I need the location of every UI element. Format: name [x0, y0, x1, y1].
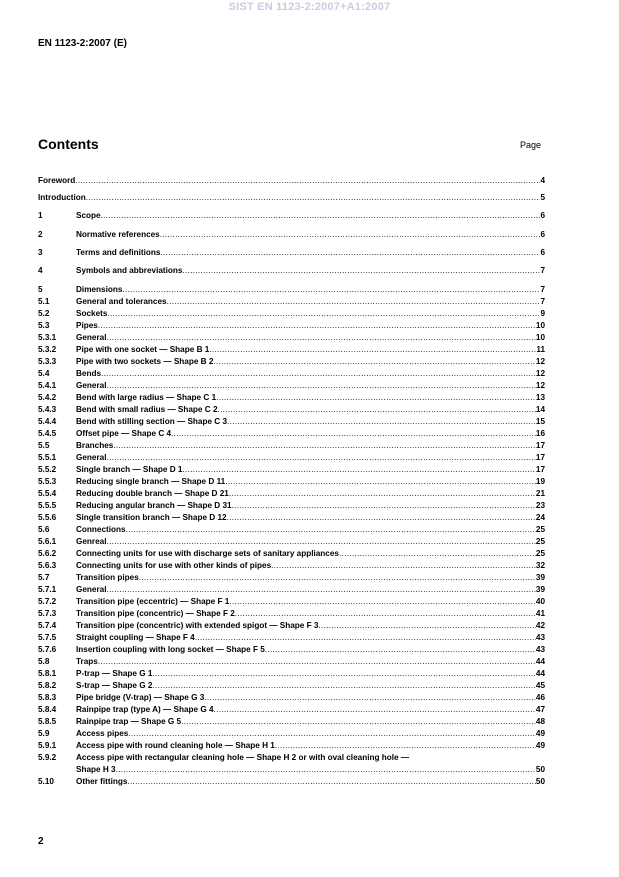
- toc-leader-dots: [181, 716, 536, 728]
- toc-leader-dots: [204, 692, 536, 704]
- toc-leader-dots: [107, 308, 540, 320]
- toc-entry-page: 12: [535, 357, 545, 366]
- toc-entry-number: 5.7.3: [38, 609, 57, 618]
- page-number: 2: [38, 836, 44, 847]
- toc-entry-page: 6: [540, 248, 545, 257]
- toc-entry-number: 5.5.1: [38, 453, 57, 462]
- toc-entry-number: 5.8.3: [38, 693, 57, 702]
- toc-leader-dots: [213, 356, 535, 368]
- toc-entry-title: Connecting units for use with discharge sets of sanitary appliances: [76, 549, 339, 558]
- toc-leader-dots: [275, 740, 536, 752]
- toc-entry-number: 5.5: [38, 441, 50, 450]
- toc-leader-dots: [116, 764, 536, 776]
- toc-leader-dots: [160, 229, 541, 241]
- toc-entry-page: 15: [535, 417, 545, 426]
- toc-entry-title: Reducing single branch — Shape D 11: [76, 477, 226, 486]
- toc-entry[interactable]: [38, 175, 545, 187]
- toc-entry-title: Pipe with one socket — Shape B 1: [76, 345, 210, 354]
- toc-entry-number: 5.3: [38, 321, 50, 330]
- toc-entry-title: Bend with stilling section — Shape C 3: [76, 417, 228, 426]
- toc-entry-title: General: [76, 453, 107, 462]
- toc-leader-dots: [232, 500, 536, 512]
- toc-entry-page: 43: [535, 633, 545, 642]
- toc-entry-page: 40: [535, 597, 545, 606]
- toc-entry-number: 5.7.2: [38, 597, 57, 606]
- toc-leader-dots: [318, 620, 535, 632]
- toc-entry[interactable]: [38, 740, 545, 752]
- toc-entry-page: 10: [535, 333, 545, 342]
- toc-entry[interactable]: [38, 716, 545, 728]
- toc-entry[interactable]: [38, 440, 545, 452]
- toc-entry-page: 17: [535, 465, 545, 474]
- toc-entry[interactable]: [38, 247, 545, 259]
- toc-entry-title: Shape H 3: [76, 765, 116, 774]
- toc-entry-page: 6: [540, 230, 545, 239]
- toc-entry-page: 44: [535, 669, 545, 678]
- toc-leader-dots: [225, 476, 536, 488]
- document-id: EN 1123-2:2007 (E): [38, 38, 127, 49]
- toc-leader-dots: [265, 644, 536, 656]
- toc-entry[interactable]: [38, 229, 545, 241]
- toc-entry-number: 5.8.5: [38, 717, 57, 726]
- toc-entry-page: 50: [535, 765, 545, 774]
- toc-leader-dots: [214, 704, 536, 716]
- toc-entry-page: 41: [535, 609, 545, 618]
- toc-entry[interactable]: [38, 560, 545, 572]
- toc-entry-number: 1: [38, 211, 43, 220]
- toc-entry-page: 17: [535, 453, 545, 462]
- toc-entry[interactable]: [38, 368, 545, 380]
- toc-entry-title: Rainpipe trap (type A) — Shape G 4: [76, 705, 214, 714]
- toc-entry-page: 11: [536, 345, 545, 354]
- toc-entry-number: 5.5.5: [38, 501, 57, 510]
- toc-entry[interactable]: [38, 428, 545, 440]
- toc-entry-title: Single branch — Shape D 1: [76, 465, 183, 474]
- toc-leader-dots: [107, 584, 536, 596]
- toc-entry-number: 5.8.2: [38, 681, 57, 690]
- toc-entry-title: Bends: [76, 369, 102, 378]
- toc-entry[interactable]: [38, 344, 545, 356]
- toc-leader-dots: [229, 596, 536, 608]
- toc-leader-dots: [209, 344, 536, 356]
- toc-entry[interactable]: [38, 356, 545, 368]
- toc-entry-page: 45: [535, 681, 545, 690]
- toc-entry-title: Access pipes: [76, 729, 129, 738]
- toc-entry-title: Transition pipe (eccentric) — Shape F 1: [76, 597, 230, 606]
- toc-entry-title: Bend with small radius — Shape C 2: [76, 405, 218, 414]
- toc-entry-title: Rainpipe trap — Shape G 5: [76, 717, 182, 726]
- toc-leader-dots: [122, 284, 540, 296]
- toc-entry[interactable]: [38, 464, 545, 476]
- toc-entry[interactable]: [38, 776, 545, 788]
- toc-entry-title: Sockets: [76, 309, 108, 318]
- toc-entry-title: Transition pipe (concentric) with extended spigot — Shape F 3: [76, 621, 319, 630]
- toc-entry-page: 25: [535, 525, 545, 534]
- toc-entry[interactable]: [38, 380, 545, 392]
- toc-leader-dots: [107, 380, 536, 392]
- toc-entry-number: 5.4.2: [38, 393, 57, 402]
- toc-entry[interactable]: [38, 512, 545, 524]
- toc-entry[interactable]: [38, 680, 545, 692]
- toc-entry-number: 5.3.2: [38, 345, 57, 354]
- toc-entry-page: 16: [535, 429, 545, 438]
- toc-entry[interactable]: [38, 392, 545, 404]
- toc-entry-page: 14: [535, 405, 545, 414]
- toc-entry[interactable]: [38, 332, 545, 344]
- toc-entry[interactable]: [38, 210, 545, 222]
- toc-leader-dots: [182, 265, 540, 277]
- toc-entry-number: 5.6.1: [38, 537, 57, 546]
- toc-entry-title: Other fittings: [76, 777, 128, 786]
- toc-leader-dots: [75, 175, 540, 187]
- toc-entry-page: 47: [535, 705, 545, 714]
- toc-entry-number: 5.4.1: [38, 381, 57, 390]
- toc-leader-dots: [171, 428, 536, 440]
- toc-entry[interactable]: [38, 476, 545, 488]
- toc-entry-title: Pipe with two sockets — Shape B 2: [76, 357, 214, 366]
- toc-leader-dots: [128, 728, 536, 740]
- toc-entry-title: General: [76, 585, 107, 594]
- toc-entry[interactable]: [38, 500, 545, 512]
- toc-entry-number: 5.6.2: [38, 549, 57, 558]
- toc-leader-dots: [98, 656, 536, 668]
- toc-entry[interactable]: [38, 656, 545, 668]
- toc-entry-number: 5.3.1: [38, 333, 57, 342]
- toc-entry[interactable]: [38, 692, 545, 704]
- toc-entry-title: Access pipe with rectangular cleaning hole — Shape H 2 or with oval cleaning hole —: [76, 753, 410, 762]
- toc-entry-page: 7: [540, 297, 545, 306]
- toc-entry[interactable]: [38, 644, 545, 656]
- toc-entry[interactable]: [38, 704, 545, 716]
- toc-entry-number: 5: [38, 285, 43, 294]
- toc-entry-number: 5.9: [38, 729, 50, 738]
- toc-entry-page: 19: [535, 477, 545, 486]
- toc-entry[interactable]: [38, 728, 545, 740]
- toc-entry-number: 5.8: [38, 657, 50, 666]
- toc-entry[interactable]: [38, 284, 545, 296]
- toc-entry-title: General: [76, 381, 107, 390]
- toc-entry[interactable]: [38, 308, 545, 320]
- toc-entry-page: 10: [535, 321, 545, 330]
- toc-leader-dots: [139, 572, 536, 584]
- toc-leader-dots: [218, 404, 536, 416]
- toc-leader-dots: [271, 560, 536, 572]
- toc-entry-title: Dimensions: [76, 285, 123, 294]
- toc-entry-page: 43: [535, 645, 545, 654]
- toc-entry-title: General and tolerances: [76, 297, 167, 306]
- toc-leader-dots: [126, 524, 536, 536]
- toc-entry-page: 48: [535, 717, 545, 726]
- toc-entry-number: 5.7.1: [38, 585, 57, 594]
- toc-entry-title: Normative references: [76, 230, 160, 239]
- toc-entry-title: Branches: [76, 441, 114, 450]
- toc-leader-dots: [113, 440, 536, 452]
- toc-entry[interactable]: [38, 572, 545, 584]
- toc-entry-page: 13: [535, 393, 545, 402]
- toc-leader-dots: [127, 776, 535, 788]
- toc-entry-page: 49: [535, 729, 545, 738]
- toc-entry-number: 5.5.4: [38, 489, 57, 498]
- toc-entry-title: Scope: [76, 211, 101, 220]
- toc-entry-number: 5.4: [38, 369, 50, 378]
- toc-entry-number: 5.8.1: [38, 669, 57, 678]
- toc-entry-title: Transition pipes: [76, 573, 139, 582]
- toc-leader-dots: [86, 192, 541, 204]
- toc-entry[interactable]: [38, 452, 545, 464]
- toc-entry-title: Introduction: [38, 193, 86, 202]
- toc-entry-title: General: [76, 333, 107, 342]
- toc-entry[interactable]: [38, 524, 545, 536]
- toc-entry-number: 5.5.3: [38, 477, 57, 486]
- toc-entry-page: 42: [535, 621, 545, 630]
- toc-entry-page: 12: [535, 369, 545, 378]
- toc-entry-title: S-trap — Shape G 2: [76, 681, 153, 690]
- toc-entry-number: 4: [38, 266, 43, 275]
- toc-leader-dots: [227, 416, 536, 428]
- page-column-label: Page: [520, 140, 542, 150]
- toc-leader-dots: [101, 368, 536, 380]
- toc-leader-dots: [101, 210, 541, 222]
- toc-entry-page: 46: [535, 693, 545, 702]
- toc-entry[interactable]: [38, 416, 545, 428]
- toc-entry-page: 39: [535, 585, 545, 594]
- toc-entry[interactable]: [38, 584, 545, 596]
- toc-entry[interactable]: [38, 620, 545, 632]
- toc-leader-dots: [152, 680, 535, 692]
- toc-leader-dots: [152, 668, 535, 680]
- toc-entry-title: Connections: [76, 525, 126, 534]
- toc-entry-page: 25: [535, 537, 545, 546]
- toc-entry-page: 17: [535, 441, 545, 450]
- toc-entry-page: 7: [540, 266, 545, 275]
- toc-entry-page: 4: [540, 176, 545, 185]
- toc-leader-dots: [107, 452, 536, 464]
- toc-entry-number: 5.9.2: [38, 753, 57, 762]
- toc-leader-dots: [98, 320, 536, 332]
- toc-entry-title: Insertion coupling with long socket — Shape F 5: [76, 645, 265, 654]
- toc-entry-number: 5.9.1: [38, 741, 57, 750]
- toc-entry-page: 9: [540, 309, 545, 318]
- toc-entry-page: 49: [535, 741, 545, 750]
- toc-entry-number: 5.1: [38, 297, 50, 306]
- toc-entry-number: 5.2: [38, 309, 50, 318]
- toc-leader-dots: [160, 247, 540, 259]
- toc-leader-dots: [107, 332, 536, 344]
- toc-entry-title: Single transition branch — Shape D 12: [76, 513, 227, 522]
- toc-entry-title: Offset pipe — Shape C 4: [76, 429, 172, 438]
- toc-entry-number: 5.4.3: [38, 405, 57, 414]
- toc-leader-dots: [167, 296, 541, 308]
- contents-heading: Contents: [38, 136, 99, 152]
- toc-entry-page: 39: [535, 573, 545, 582]
- toc-entry[interactable]: [38, 752, 545, 764]
- toc-entry-page: 21: [535, 489, 545, 498]
- toc-entry[interactable]: [38, 632, 545, 644]
- toc-entry-page: 25: [535, 549, 545, 558]
- toc-entry-page: 50: [535, 777, 545, 786]
- toc-entry-title: Symbols and abbreviations: [76, 266, 183, 275]
- toc-entry-page: 24: [535, 513, 545, 522]
- toc-entry[interactable]: [38, 536, 545, 548]
- toc-entry[interactable]: [38, 265, 545, 277]
- toc-leader-dots: [182, 464, 535, 476]
- toc-entry-number: 5.7: [38, 573, 50, 582]
- toc-entry-title: Bend with large radius — Shape C 1: [76, 393, 217, 402]
- watermark: SIST EN 1123-2:2007+A1:2007: [228, 1, 391, 13]
- toc-entry-number: 5.4.4: [38, 417, 57, 426]
- toc-entry[interactable]: [38, 668, 545, 680]
- toc-entry-title: Reducing angular branch — Shape D 31: [76, 501, 232, 510]
- toc-entry-number: 5.7.5: [38, 633, 57, 642]
- toc-entry[interactable]: [38, 764, 545, 776]
- toc-leader-dots: [107, 536, 536, 548]
- toc-entry-title: Reducing double branch — Shape D 21: [76, 489, 229, 498]
- toc-entry-number: 5.5.2: [38, 465, 57, 474]
- toc-entry-title: P-trap — Shape G 1: [76, 669, 153, 678]
- toc-entry-page: 12: [535, 381, 545, 390]
- toc-entry[interactable]: [38, 320, 545, 332]
- toc-entry-number: 5.4.5: [38, 429, 57, 438]
- toc-entry[interactable]: [38, 404, 545, 416]
- toc-entry-number: 5.3.3: [38, 357, 57, 366]
- toc-entry-number: 5.6.3: [38, 561, 57, 570]
- toc-entry-number: 5.7.4: [38, 621, 57, 630]
- toc-entry-page: 7: [540, 285, 545, 294]
- toc-entry-number: 3: [38, 248, 43, 257]
- toc-entry[interactable]: [38, 488, 545, 500]
- toc-entry-title: Straight coupling — Shape F 4: [76, 633, 195, 642]
- table-of-contents: [38, 0, 545, 877]
- toc-entry-page: 44: [535, 657, 545, 666]
- toc-entry[interactable]: [38, 296, 545, 308]
- toc-entry-title: Pipe bridge (V-trap) — Shape G 3: [76, 693, 205, 702]
- toc-entry-title: Connecting units for use with other kinds of pipes: [76, 561, 272, 570]
- toc-leader-dots: [195, 632, 536, 644]
- toc-leader-dots: [235, 608, 536, 620]
- toc-entry-title: Foreword: [38, 176, 76, 185]
- toc-leader-dots: [339, 548, 536, 560]
- toc-entry[interactable]: [38, 608, 545, 620]
- toc-entry-title: Genreal: [76, 537, 107, 546]
- toc-leader-dots: [216, 392, 536, 404]
- toc-entry-number: 2: [38, 230, 43, 239]
- toc-entry-number: 5.6: [38, 525, 50, 534]
- toc-entry-number: 5.10: [38, 777, 54, 786]
- toc-entry[interactable]: [38, 548, 545, 560]
- toc-leader-dots: [227, 512, 536, 524]
- toc-entry-title: Transition pipe (concentric) — Shape F 2: [76, 609, 235, 618]
- toc-entry-title: Terms and definitions: [76, 248, 161, 257]
- toc-entry-number: 5.5.6: [38, 513, 57, 522]
- toc-leader-dots: [229, 488, 536, 500]
- toc-entry-page: 32: [535, 561, 545, 570]
- toc-entry[interactable]: [38, 596, 545, 608]
- toc-entry[interactable]: [38, 192, 545, 204]
- toc-entry-page: 6: [540, 211, 545, 220]
- toc-entry-title: Pipes: [76, 321, 98, 330]
- toc-entry-number: 5.7.6: [38, 645, 57, 654]
- toc-entry-page: 5: [540, 193, 545, 202]
- toc-entry-title: Access pipe with round cleaning hole — Shape H 1: [76, 741, 275, 750]
- toc-entry-page: 23: [535, 501, 545, 510]
- toc-entry-title: Traps: [76, 657, 98, 666]
- toc-entry-number: 5.8.4: [38, 705, 57, 714]
